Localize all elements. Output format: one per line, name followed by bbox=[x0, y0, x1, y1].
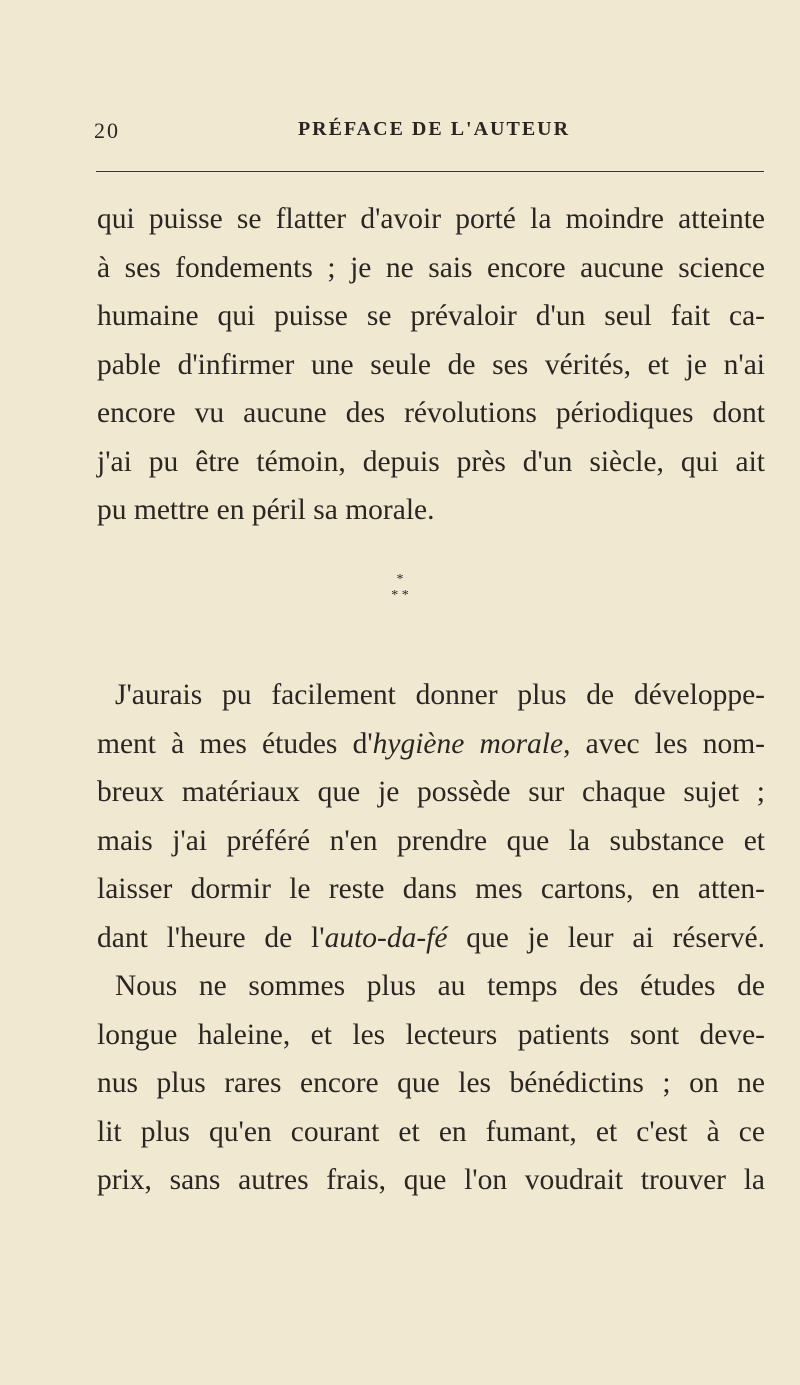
paragraph-2 bbox=[97, 671, 765, 1205]
text-line: laisser dormir le reste dans mes cartons, en atten- bbox=[97, 873, 765, 905]
text-line: mais j'ai préféré n'en prendre que la substance et bbox=[97, 824, 765, 857]
text-line: breux matériaux que je possède sur chaque sujet ; bbox=[97, 776, 765, 808]
page-number: 20 bbox=[94, 118, 120, 143]
text-line: prix, sans autres frais, que l'on voudrait trouver la bbox=[97, 1164, 765, 1196]
text-line: longue haleine, et les lecteurs patients sont deve- bbox=[97, 1018, 765, 1051]
text-line bbox=[97, 914, 765, 963]
text-segment: ment à mes études d' bbox=[97, 727, 373, 760]
text-line: Nous ne sommes plus au temps des études de bbox=[115, 970, 765, 1002]
text-line: pu mettre en péril sa morale. bbox=[97, 494, 435, 526]
asterism-top: * bbox=[396, 572, 404, 587]
text-segment: , avec les nom- bbox=[563, 727, 765, 760]
header-rule bbox=[96, 171, 764, 172]
text-line: encore vu aucune des révolutions périodiques dont bbox=[97, 397, 765, 429]
text-line: J'aurais pu facilement donner plus de développe- bbox=[115, 679, 765, 711]
text-line: qui puisse se flatter d'avoir porté la moindre atteinte bbox=[97, 203, 765, 235]
text-segment: que je leur ai réservé. bbox=[447, 921, 765, 954]
asterism-ornament bbox=[380, 572, 420, 622]
text-segment: dant l'heure de l' bbox=[97, 921, 325, 954]
italic-term: auto-da-fé bbox=[324, 921, 448, 954]
text-line: j'ai pu être témoin, depuis près d'un siècle, qui ait bbox=[97, 445, 765, 478]
text-line: à ses fondements ; je ne sais encore aucune science bbox=[97, 251, 765, 284]
text-line bbox=[97, 720, 765, 769]
paragraph-1 bbox=[97, 195, 765, 535]
running-head bbox=[94, 118, 764, 148]
text-line: nus plus rares encore que les bénédictins ; on ne bbox=[97, 1067, 765, 1099]
text-line: pable d'infirmer une seule de ses vérités, et je n'ai bbox=[97, 348, 765, 381]
asterism-bottom: * * bbox=[391, 588, 409, 603]
italic-term: hygiène morale bbox=[372, 727, 564, 760]
text-line: lit plus qu'en courant et en fumant, et c'est à ce bbox=[97, 1115, 765, 1148]
running-title: PRÉFACE DE L'AUTEUR bbox=[297, 118, 571, 140]
text-line: humaine qui puisse se prévaloir d'un seul fait ca- bbox=[97, 300, 765, 332]
